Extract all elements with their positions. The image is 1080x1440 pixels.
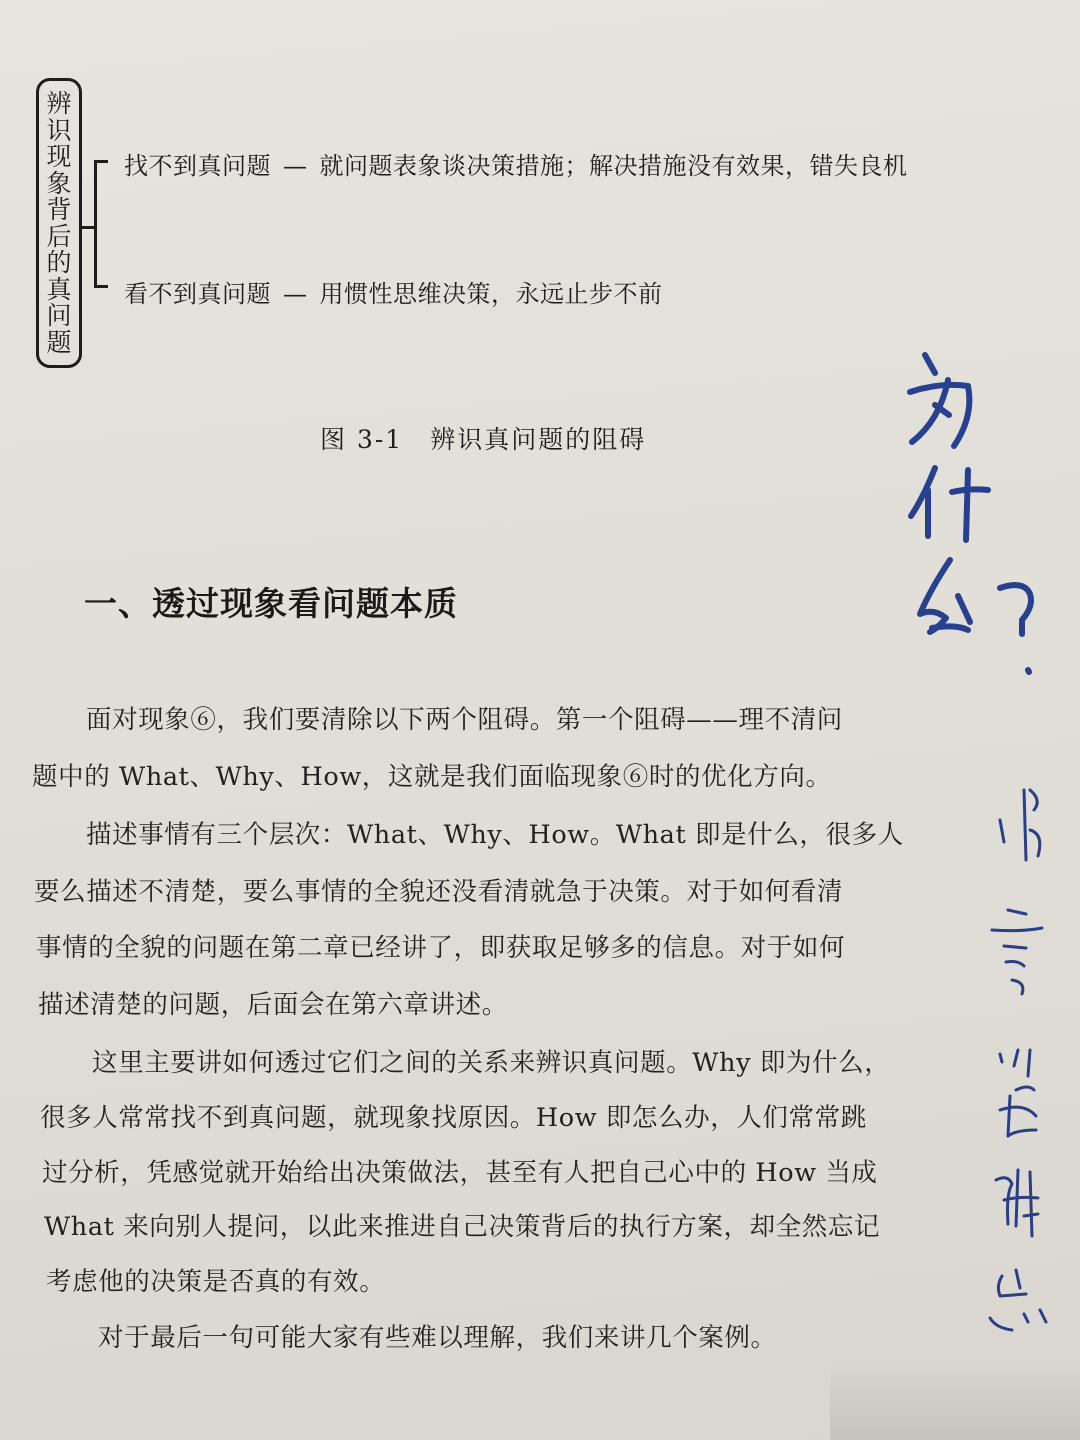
body-line: What 来向别人提问，以此来推进自己决策背后的执行方案，却全然忘记 [44, 1212, 881, 1242]
handwriting-stroke [992, 910, 1042, 994]
handwriting-stroke [920, 560, 970, 632]
body-line: 描述清楚的问题，后面会在第六章讲述。 [38, 990, 508, 1020]
body-line: 面对现象⑥，我们要清除以下两个阻碍。第一个阻碍——理不清问 [86, 705, 843, 735]
handwriting-stroke [1000, 790, 1040, 860]
page-edge-shadow [830, 1360, 1080, 1440]
body-line: 要么描述不清楚，要么事情的全貌还没看清就急于决策。对于如何看清 [34, 877, 844, 907]
branch-2-desc: 用惯性思维决策，永远止步不前 [319, 280, 663, 308]
handwriting-stroke [990, 1270, 1046, 1330]
branch-2-label: 看不到真问题 [124, 280, 271, 308]
handwriting-stroke [911, 468, 988, 540]
branch-2-dash: — [283, 280, 308, 308]
body-line: 考虑他的决策是否真的有效。 [46, 1267, 386, 1297]
branch-1-dash: — [283, 152, 308, 180]
handwriting-stroke [996, 1170, 1038, 1236]
body-line: 题中的 What、Why、How，这就是我们面临现象⑥时的优化方向。 [32, 762, 832, 792]
branch-1-label: 找不到真问题 [124, 152, 271, 180]
figure-vertical-label: 辨识现象背后的真问题 [46, 89, 72, 357]
body-line: 这里主要讲如何透过它们之间的关系来辨识真问题。Why 即为什么， [92, 1048, 891, 1078]
handwriting-stroke [1000, 1050, 1036, 1136]
body-line: 很多人常常找不到真问题，就现象找原因。How 即怎么办，人们常常跳 [40, 1103, 867, 1133]
body-line: 事情的全貌的问题在第二章已经讲了，即获取足够多的信息。对于如何 [36, 933, 846, 963]
body-line: 描述事情有三个层次：What、Why、How。What 即是什么，很多人 [86, 820, 904, 850]
section-title: 一、透过现象看问题本质 [84, 584, 458, 623]
figure-caption: 图 3-1 辨识真问题的阻碍 [320, 425, 647, 454]
body-line: 对于最后一句可能大家有些难以理解，我们来讲几个案例。 [98, 1323, 777, 1353]
body-line: 过分析，凭感觉就开始给出决策做法，甚至有人把自己心中的 How 当成 [42, 1158, 878, 1188]
handwriting-stroke [1000, 585, 1031, 672]
branch-1-desc: 就问题表象谈决策措施；解决措施没有效果，错失良机 [319, 152, 908, 180]
handwriting-stroke [910, 355, 969, 446]
